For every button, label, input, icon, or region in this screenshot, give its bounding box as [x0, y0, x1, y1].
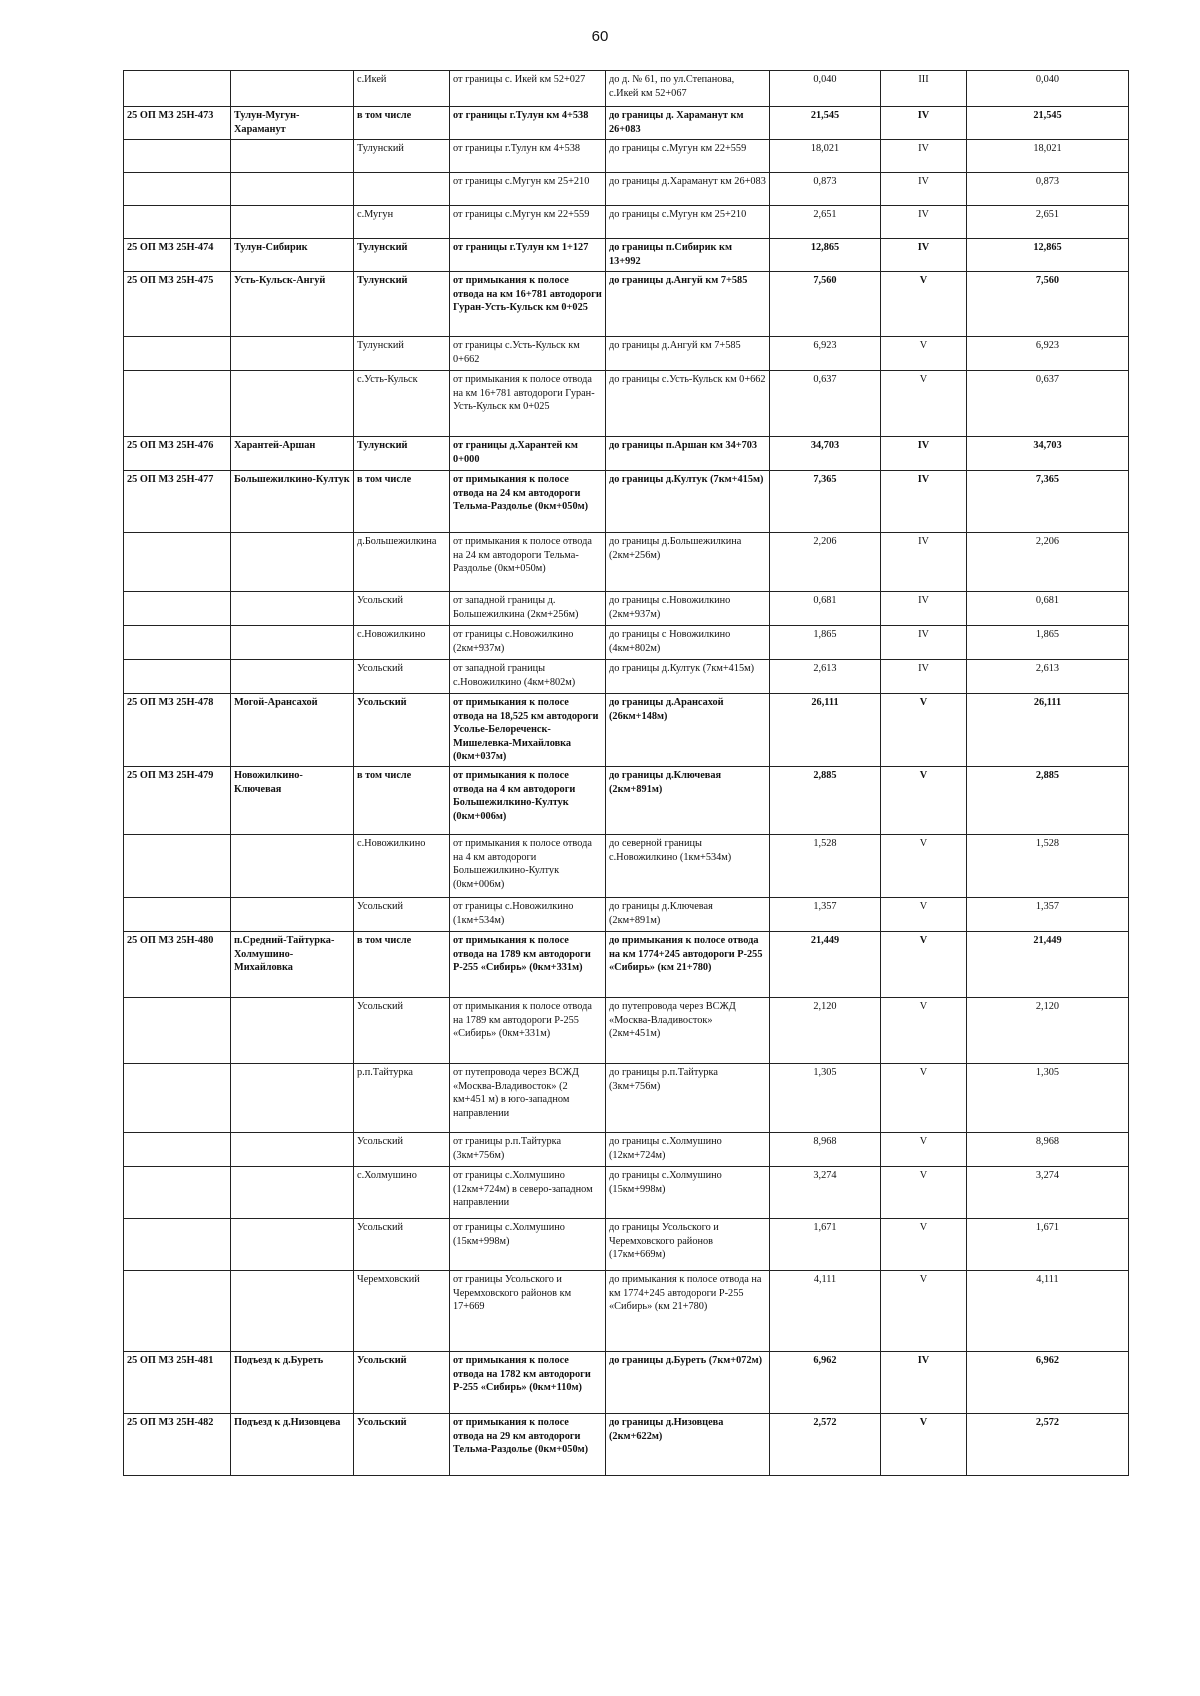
- segment-start-cell: от границы с.Мугун км 22+559: [450, 206, 606, 239]
- segment-start-cell: от примыкания к полосе отвода на 24 км автодороги Тельма-Раздолье (0км+050м): [450, 471, 606, 533]
- table-row: [124, 1219, 1129, 1271]
- segment-end-cell: до примыкания к полосе отвода на км 1774+245 автодороги Р-255 «Сибирь» (км 21+780): [606, 1271, 770, 1352]
- road-name-cell: [231, 898, 354, 932]
- table-row: [124, 71, 1129, 107]
- segment-start-cell: от границы Усольского и Черемховского районов км 17+669: [450, 1271, 606, 1352]
- district-cell: Усольский: [354, 1352, 450, 1414]
- road-name-cell: [231, 660, 354, 694]
- road-category-cell: IV: [881, 1352, 967, 1414]
- road-code-cell: 25 ОП МЗ 25Н-474: [124, 239, 231, 272]
- road-name-cell: [231, 1064, 354, 1133]
- segment-end-cell: до границы р.п.Тайтурка (3км+756м): [606, 1064, 770, 1133]
- road-name-cell: Усть-Кульск-Ангуй: [231, 272, 354, 337]
- road-code-cell: [124, 592, 231, 626]
- road-category-cell: IV: [881, 471, 967, 533]
- table-row: [124, 1064, 1129, 1133]
- segment-end-cell: до границы п.Аршан км 34+703: [606, 437, 770, 471]
- segment-end-cell: до границы с.Мугун км 22+559: [606, 140, 770, 173]
- total-length-cell: 26,111: [967, 694, 1129, 767]
- district-cell: Черемховский: [354, 1271, 450, 1352]
- road-category-cell: V: [881, 1271, 967, 1352]
- table-row: [124, 1167, 1129, 1219]
- road-category-cell: V: [881, 1219, 967, 1271]
- length-km-cell: 6,962: [770, 1352, 881, 1414]
- road-category-cell: III: [881, 71, 967, 107]
- district-cell: в том числе: [354, 471, 450, 533]
- segment-start-cell: от примыкания к полосе отвода на км 16+781 автодороги Гуран-Усть-Кульск км 0+025: [450, 272, 606, 337]
- total-length-cell: 1,865: [967, 626, 1129, 660]
- district-cell: с.Новожилкино: [354, 626, 450, 660]
- total-length-cell: 1,305: [967, 1064, 1129, 1133]
- length-km-cell: 0,040: [770, 71, 881, 107]
- district-cell: Усольский: [354, 592, 450, 626]
- segment-start-cell: от границы с. Икей км 52+027: [450, 71, 606, 107]
- total-length-cell: 2,572: [967, 1414, 1129, 1476]
- length-km-cell: 0,873: [770, 173, 881, 206]
- segment-end-cell: до границы д.Буреть (7км+072м): [606, 1352, 770, 1414]
- road-code-cell: [124, 71, 231, 107]
- district-cell: Тулунский: [354, 272, 450, 337]
- total-length-cell: 1,528: [967, 835, 1129, 898]
- length-km-cell: 2,651: [770, 206, 881, 239]
- road-category-cell: V: [881, 1064, 967, 1133]
- road-name-cell: Подъезд к д.Буреть: [231, 1352, 354, 1414]
- length-km-cell: 12,865: [770, 239, 881, 272]
- road-name-cell: Тулун-Сибирик: [231, 239, 354, 272]
- district-cell: с.Икей: [354, 71, 450, 107]
- district-cell: с.Мугун: [354, 206, 450, 239]
- district-cell: Усольский: [354, 1219, 450, 1271]
- length-km-cell: 21,545: [770, 107, 881, 140]
- road-category-cell: V: [881, 932, 967, 998]
- length-km-cell: 3,274: [770, 1167, 881, 1219]
- road-code-cell: [124, 140, 231, 173]
- length-km-cell: 21,449: [770, 932, 881, 998]
- district-cell: Тулунский: [354, 239, 450, 272]
- road-registry-table: [123, 70, 1129, 1476]
- total-length-cell: 7,560: [967, 272, 1129, 337]
- segment-start-cell: от границы с.Новожилкино (2км+937м): [450, 626, 606, 660]
- district-cell: р.п.Тайтурка: [354, 1064, 450, 1133]
- length-km-cell: 4,111: [770, 1271, 881, 1352]
- total-length-cell: 6,962: [967, 1352, 1129, 1414]
- length-km-cell: 1,671: [770, 1219, 881, 1271]
- road-code-cell: [124, 337, 231, 371]
- total-length-cell: 1,671: [967, 1219, 1129, 1271]
- district-cell: Тулунский: [354, 337, 450, 371]
- district-cell: Тулунский: [354, 140, 450, 173]
- road-name-cell: Новожилкино-Ключевая: [231, 767, 354, 835]
- road-code-cell: [124, 835, 231, 898]
- table-row: [124, 437, 1129, 471]
- segment-end-cell: до границы д.Хараманут км 26+083: [606, 173, 770, 206]
- road-code-cell: 25 ОП МЗ 25Н-482: [124, 1414, 231, 1476]
- total-length-cell: 0,873: [967, 173, 1129, 206]
- segment-end-cell: до границы д.Култук (7км+415м): [606, 660, 770, 694]
- segment-end-cell: до границы д.Ангуй км 7+585: [606, 272, 770, 337]
- table-row: [124, 660, 1129, 694]
- district-cell: с.Новожилкино: [354, 835, 450, 898]
- road-name-cell: [231, 1271, 354, 1352]
- table-row: [124, 533, 1129, 592]
- road-category-cell: IV: [881, 533, 967, 592]
- segment-end-cell: до границы с.Холмушино (15км+998м): [606, 1167, 770, 1219]
- length-km-cell: 8,968: [770, 1133, 881, 1167]
- road-category-cell: V: [881, 1414, 967, 1476]
- road-name-cell: [231, 371, 354, 437]
- district-cell: Тулунский: [354, 437, 450, 471]
- road-code-cell: 25 ОП МЗ 25Н-481: [124, 1352, 231, 1414]
- road-code-cell: 25 ОП МЗ 25Н-477: [124, 471, 231, 533]
- segment-start-cell: от границы с.Новожилкино (1км+534м): [450, 898, 606, 932]
- segment-end-cell: до границы д. Хараманут км 26+083: [606, 107, 770, 140]
- segment-start-cell: от границы с.Холмушино (12км+724м) в северо-западном направлении: [450, 1167, 606, 1219]
- district-cell: в том числе: [354, 107, 450, 140]
- segment-start-cell: от границы г.Тулун км 4+538: [450, 107, 606, 140]
- segment-start-cell: от примыкания к полосе отвода на 24 км автодороги Тельма-Раздолье (0км+050м): [450, 533, 606, 592]
- total-length-cell: 1,357: [967, 898, 1129, 932]
- total-length-cell: 7,365: [967, 471, 1129, 533]
- table-row: [124, 1133, 1129, 1167]
- segment-end-cell: до границы д.Низовцева (2км+622м): [606, 1414, 770, 1476]
- segment-end-cell: до границы с Новожилкино (4км+802м): [606, 626, 770, 660]
- road-category-cell: IV: [881, 173, 967, 206]
- total-length-cell: 34,703: [967, 437, 1129, 471]
- road-code-cell: [124, 206, 231, 239]
- length-km-cell: 1,865: [770, 626, 881, 660]
- total-length-cell: 2,206: [967, 533, 1129, 592]
- road-name-cell: [231, 1167, 354, 1219]
- segment-start-cell: от границы г.Тулун км 1+127: [450, 239, 606, 272]
- road-category-cell: V: [881, 371, 967, 437]
- segment-start-cell: от границы с.Холмушино (15км+998м): [450, 1219, 606, 1271]
- segment-start-cell: от границы д.Харантей км 0+000: [450, 437, 606, 471]
- length-km-cell: 0,681: [770, 592, 881, 626]
- table-row: [124, 932, 1129, 998]
- district-cell: Усольский: [354, 694, 450, 767]
- total-length-cell: 12,865: [967, 239, 1129, 272]
- length-km-cell: 7,365: [770, 471, 881, 533]
- road-code-cell: 25 ОП МЗ 25Н-480: [124, 932, 231, 998]
- road-code-cell: [124, 898, 231, 932]
- table-row: [124, 767, 1129, 835]
- road-category-cell: IV: [881, 437, 967, 471]
- table-row: [124, 1414, 1129, 1476]
- segment-start-cell: от границы г.Тулун км 4+538: [450, 140, 606, 173]
- road-name-cell: [231, 337, 354, 371]
- road-code-cell: 25 ОП МЗ 25Н-473: [124, 107, 231, 140]
- table-row: [124, 140, 1129, 173]
- segment-end-cell: до границы с.Усть-Кульск км 0+662: [606, 371, 770, 437]
- road-category-cell: IV: [881, 107, 967, 140]
- district-cell: Усольский: [354, 660, 450, 694]
- table-row: [124, 272, 1129, 337]
- road-name-cell: Харантей-Аршан: [231, 437, 354, 471]
- road-category-cell: V: [881, 337, 967, 371]
- total-length-cell: 0,681: [967, 592, 1129, 626]
- segment-end-cell: до границы с.Мугун км 25+210: [606, 206, 770, 239]
- road-name-cell: Большежилкино-Култук: [231, 471, 354, 533]
- segment-end-cell: до границы п.Сибирик км 13+992: [606, 239, 770, 272]
- district-cell: Усольский: [354, 898, 450, 932]
- segment-end-cell: до границы д.Большежилкина (2км+256м): [606, 533, 770, 592]
- road-code-cell: [124, 1133, 231, 1167]
- segment-start-cell: от примыкания к полосе отвода на 1789 км автодороги Р-255 «Сибирь» (0км+331м): [450, 932, 606, 998]
- segment-end-cell: до границы д.Ключевая (2км+891м): [606, 898, 770, 932]
- road-name-cell: Могой-Арансахой: [231, 694, 354, 767]
- district-cell: [354, 173, 450, 206]
- road-code-cell: 25 ОП МЗ 25Н-478: [124, 694, 231, 767]
- segment-start-cell: от примыкания к полосе отвода на 1782 км автодороги Р-255 «Сибирь» (0км+110м): [450, 1352, 606, 1414]
- total-length-cell: 18,021: [967, 140, 1129, 173]
- total-length-cell: 21,449: [967, 932, 1129, 998]
- road-category-cell: V: [881, 1133, 967, 1167]
- road-code-cell: [124, 998, 231, 1064]
- road-code-cell: [124, 533, 231, 592]
- table-row: [124, 206, 1129, 239]
- district-cell: Усольский: [354, 1133, 450, 1167]
- total-length-cell: 8,968: [967, 1133, 1129, 1167]
- district-cell: в том числе: [354, 767, 450, 835]
- length-km-cell: 7,560: [770, 272, 881, 337]
- table-row: [124, 371, 1129, 437]
- district-cell: д.Большежилкина: [354, 533, 450, 592]
- table-row: [124, 107, 1129, 140]
- length-km-cell: 1,528: [770, 835, 881, 898]
- road-category-cell: IV: [881, 626, 967, 660]
- road-name-cell: [231, 835, 354, 898]
- road-code-cell: [124, 660, 231, 694]
- segment-end-cell: до границы с.Новожилкино (2км+937м): [606, 592, 770, 626]
- total-length-cell: 2,651: [967, 206, 1129, 239]
- road-name-cell: [231, 1219, 354, 1271]
- segment-end-cell: до границы с.Холмушино (12км+724м): [606, 1133, 770, 1167]
- road-code-cell: 25 ОП МЗ 25Н-475: [124, 272, 231, 337]
- road-code-cell: [124, 1167, 231, 1219]
- segment-start-cell: от западной границы с.Новожилкино (4км+802м): [450, 660, 606, 694]
- length-km-cell: 2,572: [770, 1414, 881, 1476]
- road-name-cell: [231, 173, 354, 206]
- road-name-cell: [231, 592, 354, 626]
- road-name-cell: Подъезд к д.Низовцева: [231, 1414, 354, 1476]
- road-code-cell: [124, 1064, 231, 1133]
- road-code-cell: [124, 371, 231, 437]
- total-length-cell: 3,274: [967, 1167, 1129, 1219]
- segment-end-cell: до путепровода через ВСЖД «Москва-Владивосток» (2км+451м): [606, 998, 770, 1064]
- segment-end-cell: до д. № 61, по ул.Степанова, с.Икей км 52+067: [606, 71, 770, 107]
- length-km-cell: 1,305: [770, 1064, 881, 1133]
- road-name-cell: [231, 1133, 354, 1167]
- total-length-cell: 2,885: [967, 767, 1129, 835]
- road-name-cell: п.Средний-Тайтурка-Холмушино-Михайловка: [231, 932, 354, 998]
- table-row: [124, 898, 1129, 932]
- table-row: [124, 1352, 1129, 1414]
- total-length-cell: 21,545: [967, 107, 1129, 140]
- segment-start-cell: от границы с.Усть-Кульск км 0+662: [450, 337, 606, 371]
- page-number: 60: [591, 28, 609, 45]
- road-name-cell: [231, 71, 354, 107]
- length-km-cell: 2,206: [770, 533, 881, 592]
- segment-start-cell: от примыкания к полосе отвода на 4 км автодороги Большежилкино-Култук (0км+006м): [450, 835, 606, 898]
- length-km-cell: 2,613: [770, 660, 881, 694]
- total-length-cell: 4,111: [967, 1271, 1129, 1352]
- road-code-cell: [124, 1219, 231, 1271]
- road-category-cell: V: [881, 694, 967, 767]
- road-name-cell: [231, 533, 354, 592]
- total-length-cell: 6,923: [967, 337, 1129, 371]
- segment-start-cell: от примыкания к полосе отвода на 4 км автодороги Большежилкино-Култук (0км+006м): [450, 767, 606, 835]
- district-cell: Усольский: [354, 1414, 450, 1476]
- road-name-cell: Тулун-Мугун-Хараманут: [231, 107, 354, 140]
- road-code-cell: [124, 1271, 231, 1352]
- road-category-cell: IV: [881, 140, 967, 173]
- table-row: [124, 592, 1129, 626]
- road-category-cell: V: [881, 1167, 967, 1219]
- segment-end-cell: до границы Усольского и Черемховского районов (17км+669м): [606, 1219, 770, 1271]
- table-row: [124, 471, 1129, 533]
- table-row: [124, 239, 1129, 272]
- segment-end-cell: до северной границы с.Новожилкино (1км+534м): [606, 835, 770, 898]
- segment-end-cell: до границы д.Ангуй км 7+585: [606, 337, 770, 371]
- length-km-cell: 6,923: [770, 337, 881, 371]
- district-cell: с.Холмушино: [354, 1167, 450, 1219]
- road-category-cell: V: [881, 898, 967, 932]
- district-cell: в том числе: [354, 932, 450, 998]
- road-name-cell: [231, 140, 354, 173]
- segment-start-cell: от границы с.Мугун км 25+210: [450, 173, 606, 206]
- length-km-cell: 26,111: [770, 694, 881, 767]
- segment-start-cell: от путепровода через ВСЖД «Москва-Владивосток» (2 км+451 м) в юго-западном направлении: [450, 1064, 606, 1133]
- segment-start-cell: от примыкания к полосе отвода на 1789 км автодороги Р-255 «Сибирь» (0км+331м): [450, 998, 606, 1064]
- road-name-cell: [231, 206, 354, 239]
- road-category-cell: V: [881, 835, 967, 898]
- total-length-cell: 2,613: [967, 660, 1129, 694]
- road-category-cell: V: [881, 767, 967, 835]
- segment-start-cell: от примыкания к полосе отвода на км 16+781 автодороги Гуран-Усть-Кульск км 0+025: [450, 371, 606, 437]
- table-row: [124, 337, 1129, 371]
- total-length-cell: 2,120: [967, 998, 1129, 1064]
- length-km-cell: 2,120: [770, 998, 881, 1064]
- table-row: [124, 1271, 1129, 1352]
- road-category-cell: IV: [881, 206, 967, 239]
- road-category-cell: IV: [881, 239, 967, 272]
- table-row: [124, 173, 1129, 206]
- segment-end-cell: до границы д.Ключевая (2км+891м): [606, 767, 770, 835]
- road-name-cell: [231, 998, 354, 1064]
- road-code-cell: 25 ОП МЗ 25Н-479: [124, 767, 231, 835]
- segment-start-cell: от примыкания к полосе отвода на 18,525 км автодороги Усолье-Белореченск-Мишелевка-Михайловка (0км+037м): [450, 694, 606, 767]
- district-cell: Усольский: [354, 998, 450, 1064]
- segment-end-cell: до границы д.Арансахой (26км+148м): [606, 694, 770, 767]
- length-km-cell: 1,357: [770, 898, 881, 932]
- road-category-cell: IV: [881, 592, 967, 626]
- table-row: [124, 626, 1129, 660]
- segment-start-cell: от примыкания к полосе отвода на 29 км автодороги Тельма-Раздолье (0км+050м): [450, 1414, 606, 1476]
- road-category-cell: IV: [881, 660, 967, 694]
- length-km-cell: 0,637: [770, 371, 881, 437]
- district-cell: с.Усть-Кульск: [354, 371, 450, 437]
- road-category-cell: V: [881, 272, 967, 337]
- total-length-cell: 0,637: [967, 371, 1129, 437]
- segment-end-cell: до границы д.Култук (7км+415м): [606, 471, 770, 533]
- road-category-cell: V: [881, 998, 967, 1064]
- segment-end-cell: до примыкания к полосе отвода на км 1774+245 автодороги Р-255 «Сибирь» (км 21+780): [606, 932, 770, 998]
- road-code-cell: [124, 173, 231, 206]
- length-km-cell: 18,021: [770, 140, 881, 173]
- road-name-cell: [231, 626, 354, 660]
- length-km-cell: 34,703: [770, 437, 881, 471]
- table-row: [124, 694, 1129, 767]
- segment-start-cell: от западной границы д. Большежилкина (2км+256м): [450, 592, 606, 626]
- table-row: [124, 835, 1129, 898]
- road-code-cell: [124, 626, 231, 660]
- total-length-cell: 0,040: [967, 71, 1129, 107]
- length-km-cell: 2,885: [770, 767, 881, 835]
- road-code-cell: 25 ОП МЗ 25Н-476: [124, 437, 231, 471]
- table-row: [124, 998, 1129, 1064]
- segment-start-cell: от границы р.п.Тайтурка (3км+756м): [450, 1133, 606, 1167]
